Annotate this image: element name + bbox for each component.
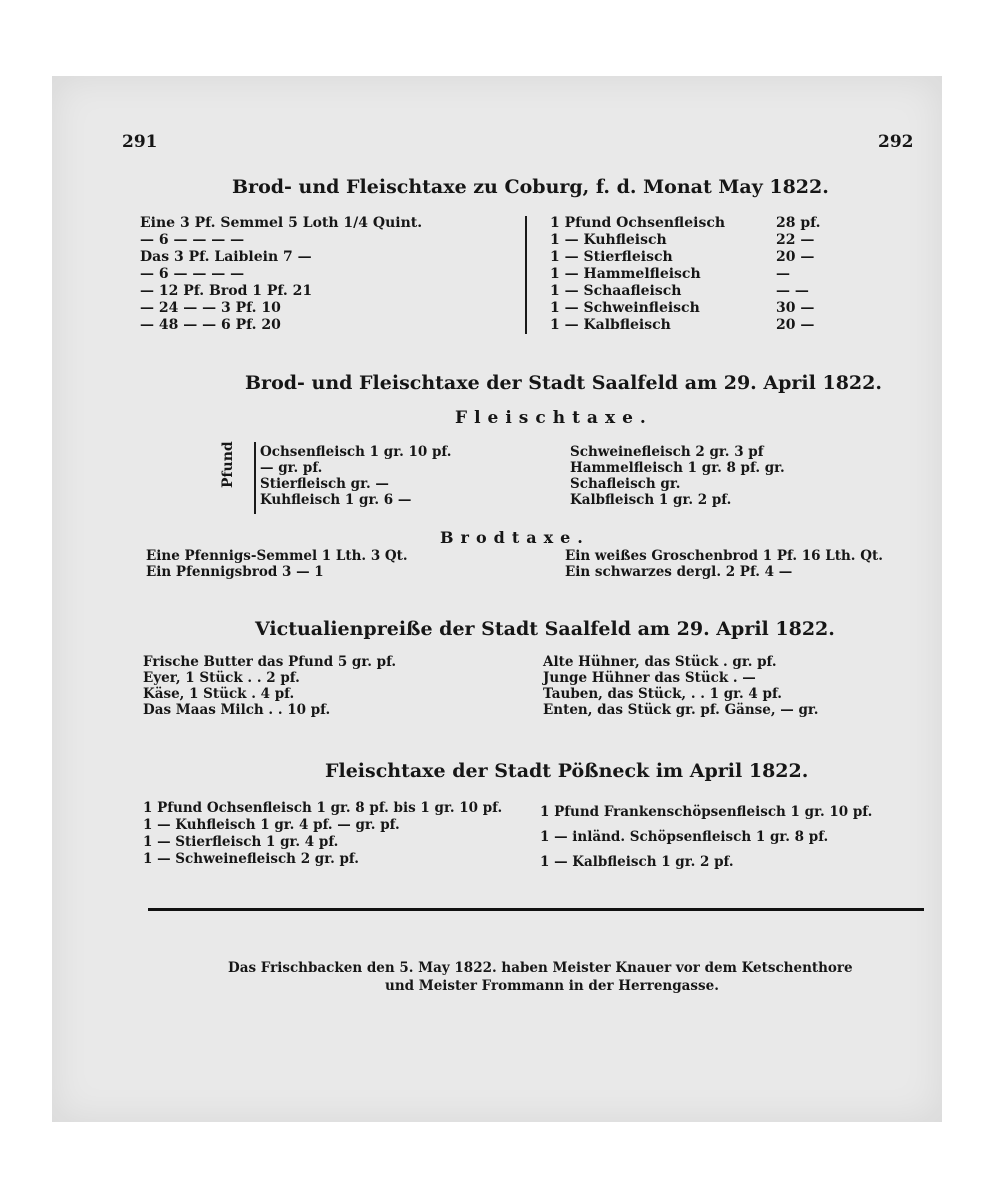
saalfeld-meat-row: — gr. pf. — [260, 460, 323, 476]
coburg-meat-row — [550, 317, 840, 334]
notice-line-1: Das Frischbacken den 5. May 1822. haben Meister Knauer vor dem Ketschenthore — [228, 960, 853, 976]
poessneck-row: 1 — Schweinefleisch 2 gr. pf. — [143, 851, 359, 867]
meat-price: — — [776, 266, 790, 282]
coburg-bread-row: — 48 — — 6 Pf. 20 — [140, 317, 281, 333]
saalfeld-bread-row: Ein schwarzes dergl. 2 Pf. 4 — — [565, 564, 793, 580]
notice-line-2: und Meister Frommann in der Herrengasse. — [385, 978, 719, 994]
victual-row: Enten, das Stück gr. pf. Gänse, — gr. — [543, 702, 819, 718]
meat-price: — — — [776, 283, 809, 299]
meat-label: 1 — Schaafleisch — [550, 283, 682, 299]
poessneck-row: 1 — Kuhfleisch 1 gr. 4 pf. — gr. pf. — [143, 817, 400, 833]
coburg-meat-row — [550, 300, 840, 317]
saalfeld-bread-heading: Brodtaxe. — [440, 528, 590, 547]
victual-row: Das Maas Milch . . 10 pf. — [143, 702, 331, 718]
meat-price: 20 — — [776, 317, 815, 333]
poessneck-row: 1 Pfund Frankenschöpsenfleisch 1 gr. 10 pf. — [540, 804, 873, 820]
coburg-bread-row: Eine 3 Pf. Semmel 5 Loth 1/4 Quint. — [140, 215, 423, 231]
victual-row: Eyer, 1 Stück . . 2 pf. — [143, 670, 300, 686]
coburg-meat-row — [550, 266, 840, 283]
saalfeld-meat-row: Ochsenfleisch 1 gr. 10 pf. — [260, 444, 452, 460]
coburg-meat-row — [550, 283, 840, 300]
meat-price: 30 — — [776, 300, 815, 316]
victual-row: Käse, 1 Stück . 4 pf. — [143, 686, 295, 702]
saalfeld-bracket — [254, 442, 256, 514]
saalfeld-meat-row: Hammelfleisch 1 gr. 8 pf. gr. — [570, 460, 785, 476]
coburg-bread-row: — 6 — — — — — [140, 232, 245, 248]
saalfeld-meat-row: Schweinefleisch 2 gr. 3 pf — [570, 444, 764, 460]
saalfeld-bread-left — [146, 548, 408, 580]
saalfeld-meat-right — [570, 444, 785, 508]
poessneck-title: Fleischtaxe der Stadt Pößneck im April 1822. — [325, 760, 809, 782]
victuals-left — [143, 654, 396, 718]
victuals-right — [543, 654, 818, 718]
meat-label: 1 — Schweinfleisch — [550, 300, 700, 316]
meat-price: 28 pf. — [776, 215, 821, 231]
meat-price: 22 — — [776, 232, 815, 248]
saalfeld-bread-row: Ein Pfennigsbrod 3 — 1 — [146, 564, 324, 580]
coburg-meat-row — [550, 249, 840, 266]
victuals-title: Victualienpreiße der Stadt Saalfeld am 29. April 1822. — [255, 618, 835, 640]
coburg-title: Brod- und Fleischtaxe zu Coburg, f. d. Monat May 1822. — [232, 176, 829, 198]
poessneck-row: 1 Pfund Ochsenfleisch 1 gr. 8 pf. bis 1 gr. 10 pf. — [143, 800, 503, 816]
poessneck-row: 1 — Kalbfleisch 1 gr. 2 pf. — [540, 854, 734, 870]
coburg-meat-row — [550, 232, 840, 249]
coburg-bread-row: — 12 Pf. Brod 1 Pf. 21 — [140, 283, 313, 299]
meat-price: 20 — — [776, 249, 815, 265]
victual-row: Tauben, das Stück, . . 1 gr. 4 pf. — [543, 686, 782, 702]
coburg-bread-row: — 6 — — — — — [140, 266, 245, 282]
horizontal-rule — [148, 908, 924, 911]
coburg-bread-row: — 24 — — 3 Pf. 10 — [140, 300, 281, 316]
saalfeld-meat-row: Schafleisch gr. — [570, 476, 681, 492]
victual-row: Junge Hühner das Stück . — — [543, 670, 756, 686]
saalfeld-title: Brod- und Fleischtaxe der Stadt Saalfeld am 29. April 1822. — [245, 372, 882, 394]
poessneck-row: 1 — inländ. Schöpsenfleisch 1 gr. 8 pf. — [540, 829, 829, 845]
saalfeld-meat-row: Stierfleisch gr. — — [260, 476, 389, 492]
saalfeld-meat-row: Kalbfleisch 1 gr. 2 pf. — [570, 492, 732, 508]
saalfeld-meat-row: Kuhfleisch 1 gr. 6 — — [260, 492, 412, 508]
coburg-column-divider — [525, 216, 527, 334]
poessneck-right — [540, 800, 872, 875]
coburg-bread-list — [140, 215, 422, 334]
saalfeld-bread-row: Ein weißes Groschenbrod 1 Pf. 16 Lth. Qt. — [565, 548, 883, 564]
meat-label: 1 — Kuhfleisch — [550, 232, 667, 248]
victual-row: Alte Hühner, das Stück . gr. pf. — [543, 654, 777, 670]
meat-label: 1 — Hammelfleisch — [550, 266, 701, 282]
coburg-bread-row: Das 3 Pf. Laiblein 7 — — [140, 249, 312, 265]
pfund-side-label: Pfund — [220, 441, 236, 488]
poessneck-row: 1 — Stierfleisch 1 gr. 4 pf. — [143, 834, 339, 850]
victual-row: Frische Butter das Pfund 5 gr. pf. — [143, 654, 397, 670]
meat-label: 1 — Stierfleisch — [550, 249, 673, 265]
page-number-left: 291 — [122, 132, 158, 152]
saalfeld-bread-right — [565, 548, 883, 580]
poessneck-left — [143, 800, 502, 868]
coburg-meat-row — [550, 215, 840, 232]
meat-label: 1 Pfund Ochsenfleisch — [550, 215, 726, 231]
saalfeld-meat-left — [260, 444, 451, 508]
page-number-right: 292 — [878, 132, 914, 152]
saalfeld-meat-heading: Fleischtaxe. — [455, 408, 653, 428]
meat-label: 1 — Kalbfleisch — [550, 317, 671, 333]
coburg-meat-list — [550, 215, 840, 334]
saalfeld-bread-row: Eine Pfennigs-Semmel 1 Lth. 3 Qt. — [146, 548, 408, 564]
